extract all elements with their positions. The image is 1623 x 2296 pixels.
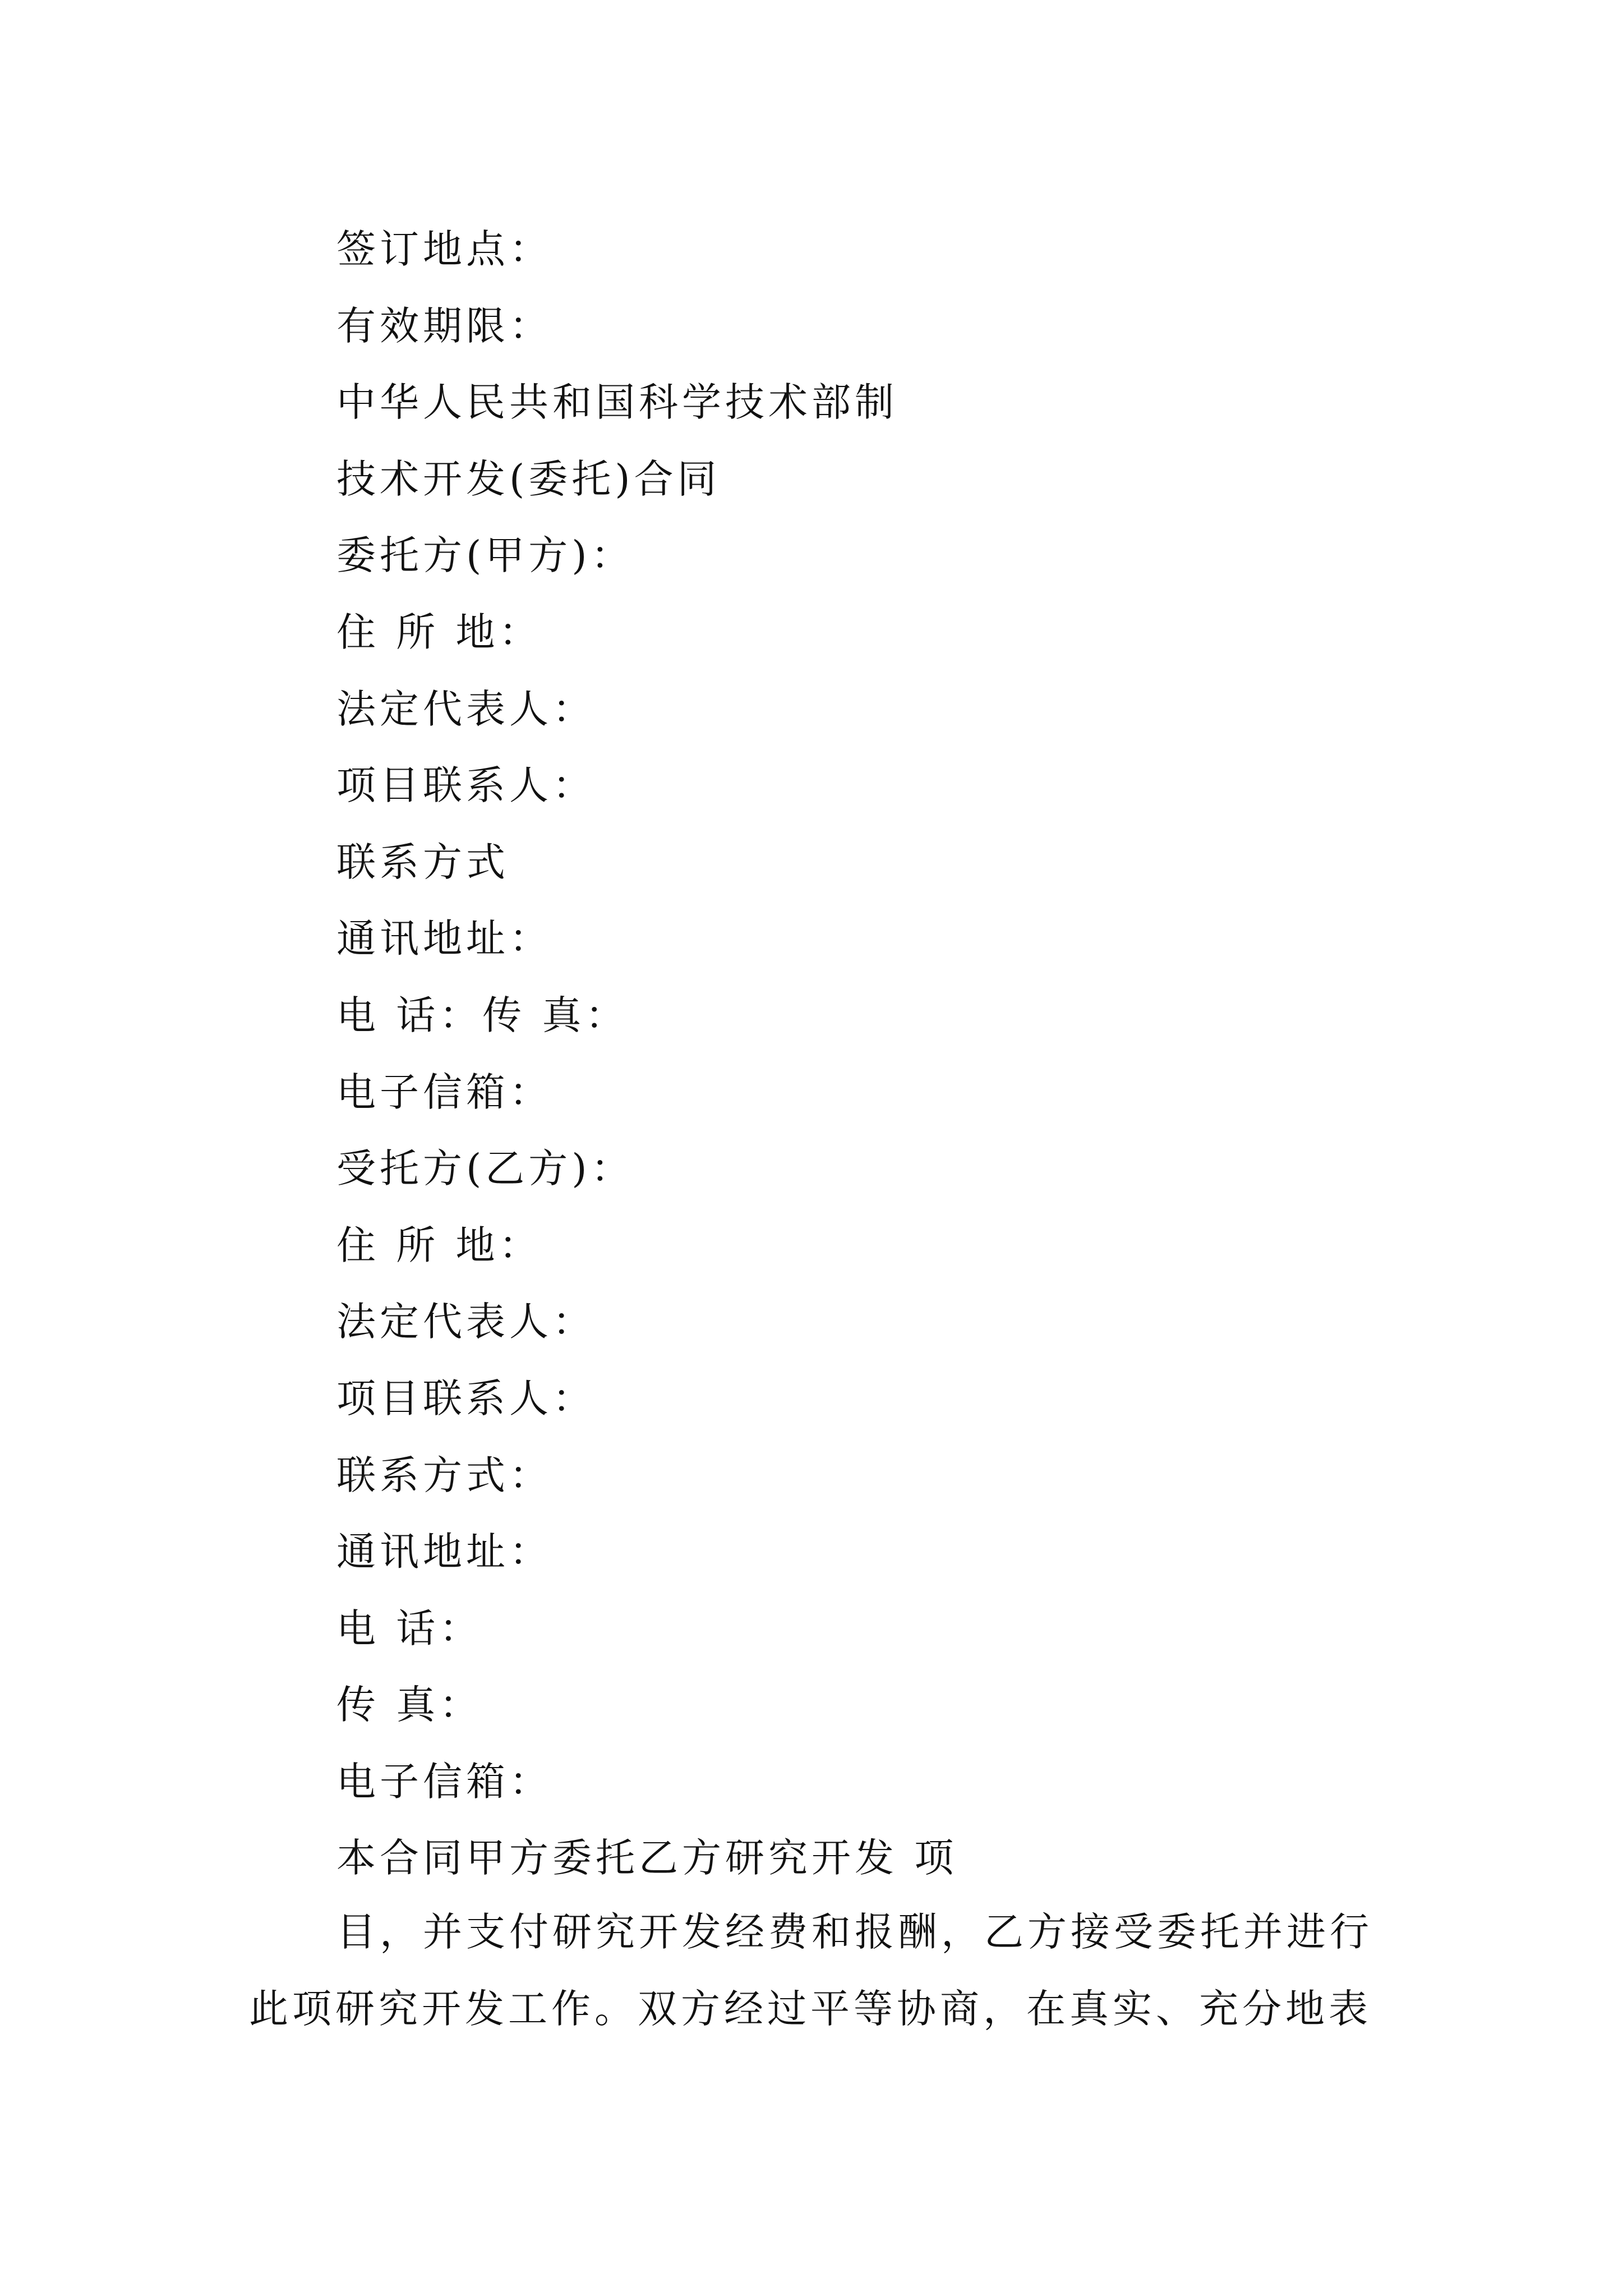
- signing-location-label: 签订地点：: [336, 226, 552, 272]
- paragraph-line: 此项研究开发工作。双方经过平等协商，在真实、充分地表: [249, 1985, 1372, 2032]
- party-a-legal-rep-label: 法定代表人：: [336, 685, 596, 732]
- issuer-line: 中华人民共和国科学技术部制: [336, 379, 898, 426]
- party-a-mailing-address-label: 通讯地址：: [336, 915, 552, 962]
- party-b-legal-rep-label: 法定代表人：: [336, 1299, 596, 1345]
- party-a-address-label: 住 所 地：: [336, 609, 542, 655]
- contract-title: 技术开发(委托)合同: [336, 455, 721, 502]
- paragraph-line: 目，并支付研究开发经费和报酬，乙方接受委托并进行: [336, 1909, 1373, 1955]
- party-b-fax-label: 传 真：: [336, 1682, 483, 1728]
- contract-body-paragraph: [249, 1894, 1393, 2047]
- contract-header-lines: [336, 211, 1402, 1897]
- validity-period-label: 有效期限：: [336, 302, 552, 349]
- party-b-heading: 受托方(乙方)：: [336, 1145, 634, 1192]
- party-b-phone-label: 电 话：: [336, 1605, 483, 1651]
- party-a-heading: 委托方(甲方)：: [336, 532, 634, 579]
- party-b-address-label: 住 所 地：: [336, 1222, 542, 1268]
- party-b-project-contact-label: 项目联系人：: [336, 1375, 596, 1421]
- contract-intro-line: 本合同甲方委托乙方研究开发 项: [336, 1835, 958, 1881]
- party-a-email-label: 电子信箱：: [336, 1069, 552, 1115]
- party-b-contact-method-label: 联系方式：: [336, 1452, 552, 1498]
- party-b-mailing-address-label: 通讯地址：: [336, 1529, 552, 1575]
- party-a-project-contact-label: 项目联系人：: [336, 762, 596, 809]
- party-b-email-label: 电子信箱：: [336, 1758, 552, 1805]
- party-a-contact-method-label: 联系方式: [336, 839, 509, 885]
- party-a-phone-fax-label: 电 话：传 真：: [336, 992, 629, 1038]
